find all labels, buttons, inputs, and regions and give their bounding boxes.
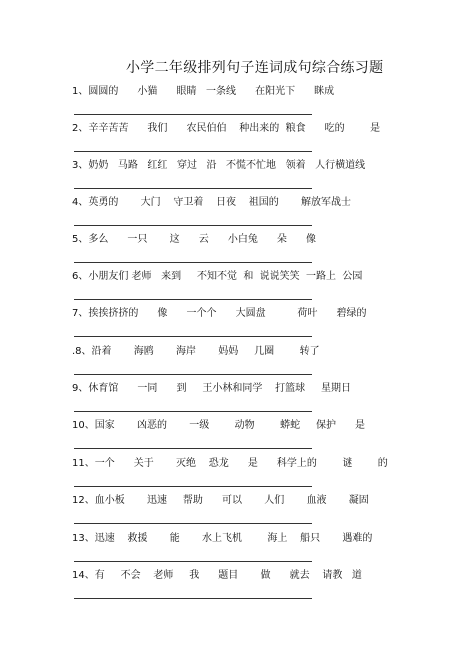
answer-line bbox=[74, 598, 312, 599]
answer-line bbox=[74, 411, 312, 412]
answer-line bbox=[74, 486, 312, 487]
question-text: .8、沿着 海鸥 海岸 妈妈 几圈 转了 bbox=[72, 346, 320, 357]
worksheet-title: 小学二年级排列句子连词成句综合练习题 bbox=[126, 60, 384, 76]
question-4 bbox=[72, 195, 372, 232]
question-13 bbox=[72, 531, 372, 568]
question-7 bbox=[72, 306, 372, 343]
question-text: 10、国家 凶恶的 一级 动物 蟒蛇 保护 是 bbox=[72, 420, 366, 431]
question-text: 9、休育馆 一同 到 王小林和同学 打篮球 星期日 bbox=[72, 383, 352, 394]
question-text: 1、圆圆的 小猫 眼睛 一条线 在阳光下 眯成 bbox=[72, 86, 335, 97]
question-3 bbox=[72, 158, 372, 195]
answer-line bbox=[74, 523, 312, 524]
answer-line bbox=[74, 262, 312, 263]
question-text: 6、小朋友们 老师 来到 不知不觉 和 说说笑笑 一路上 公园 bbox=[72, 271, 363, 282]
answer-line bbox=[74, 151, 312, 152]
question-11 bbox=[72, 456, 388, 493]
answer-line bbox=[74, 561, 312, 562]
question-text: 2、辛辛苦苦 我们 农民伯伯 种出来的 粮食 吃的 是 bbox=[72, 123, 381, 134]
answer-line bbox=[74, 225, 312, 226]
question-text: 13、迅速 救援 能 水上飞机 海上 船只 遇难的 bbox=[72, 533, 373, 544]
question-text: 4、英勇的 大门 守卫着 日夜 祖国的 解放军战士 bbox=[72, 197, 352, 208]
question-9 bbox=[72, 381, 372, 418]
answer-line bbox=[74, 299, 312, 300]
question-12 bbox=[72, 493, 372, 530]
question-8 bbox=[72, 344, 372, 381]
answer-line bbox=[74, 114, 312, 115]
question-text: 3、奶奶 马路 红红 穿过 沿 不慌不忙地 领着 人行横道线 bbox=[72, 160, 366, 171]
question-2 bbox=[72, 121, 381, 158]
question-6 bbox=[72, 269, 372, 306]
question-5 bbox=[72, 232, 372, 269]
answer-line bbox=[74, 188, 312, 189]
question-text: 12、血小板 迅速 帮助 可以 人们 血液 凝固 bbox=[72, 495, 369, 506]
question-14 bbox=[72, 568, 372, 605]
question-text: 11、一个 关于 灭绝 恐龙 是 科学上的 谜 的 bbox=[72, 458, 388, 469]
question-text: 5、多么 一只 这 云 小白兔 朵 像 bbox=[72, 234, 316, 245]
question-text: 14、有 不会 老师 我 题目 做 就去 请教 道 bbox=[72, 570, 362, 581]
answer-line bbox=[74, 448, 312, 449]
answer-line bbox=[74, 374, 312, 375]
answer-line bbox=[74, 336, 312, 337]
question-1 bbox=[72, 84, 372, 121]
question-text: 7、挨挨挤挤的 像 一个个 大圆盘 荷叶 碧绿的 bbox=[72, 308, 367, 319]
question-10 bbox=[72, 418, 372, 455]
